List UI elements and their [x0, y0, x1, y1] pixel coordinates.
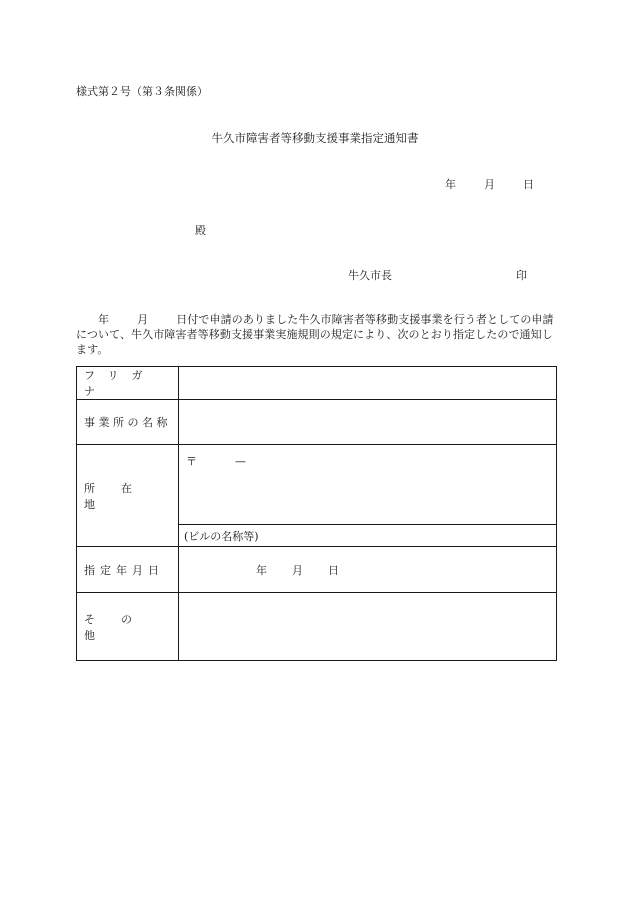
addressee-suffix: 殿 [195, 224, 206, 237]
other-field [179, 593, 557, 661]
furigana-label: フリガナ [77, 367, 179, 400]
designation-table [76, 366, 557, 661]
issue-date-day: 日 [523, 178, 534, 191]
designation-day: 日 [328, 563, 339, 577]
office-name-field [179, 400, 557, 445]
other-label: その他 [77, 593, 179, 661]
postal-mark: 〒 [186, 455, 197, 468]
issue-date-year: 年 [445, 178, 456, 191]
seal-mark: 印 [516, 269, 527, 282]
form-id: 様式第２号（第３条関係） [76, 85, 208, 98]
body-month: 月 [137, 313, 149, 326]
designation-date-field [179, 547, 557, 593]
issue-date [445, 176, 534, 192]
document-title: 牛久市障害者等移動支援事業指定通知書 [211, 131, 419, 145]
location-label: 所在地 [77, 445, 179, 547]
office-name-label: 事業所の名称 [77, 400, 179, 445]
issue-date-month: 月 [484, 178, 495, 191]
body-text: 日付で申請のありました牛久市障害者等移動支援事業を行う者としての申請について、牛久市障害者等移動支援事業実施規則の規定により、次のとおり指定したので通知します。 [76, 313, 554, 356]
building-name-field: (ビルの名称等) [179, 525, 557, 547]
designation-month: 月 [292, 563, 303, 577]
postal-dash: — [235, 455, 246, 468]
designation-year: 年 [256, 563, 267, 577]
issuer-name: 牛久市長 [348, 269, 392, 282]
furigana-field [179, 367, 557, 400]
body-paragraph [76, 312, 554, 357]
designation-date-label: 指定年月日 [77, 547, 179, 593]
body-year: 年 [98, 313, 110, 326]
address-field [179, 445, 557, 525]
